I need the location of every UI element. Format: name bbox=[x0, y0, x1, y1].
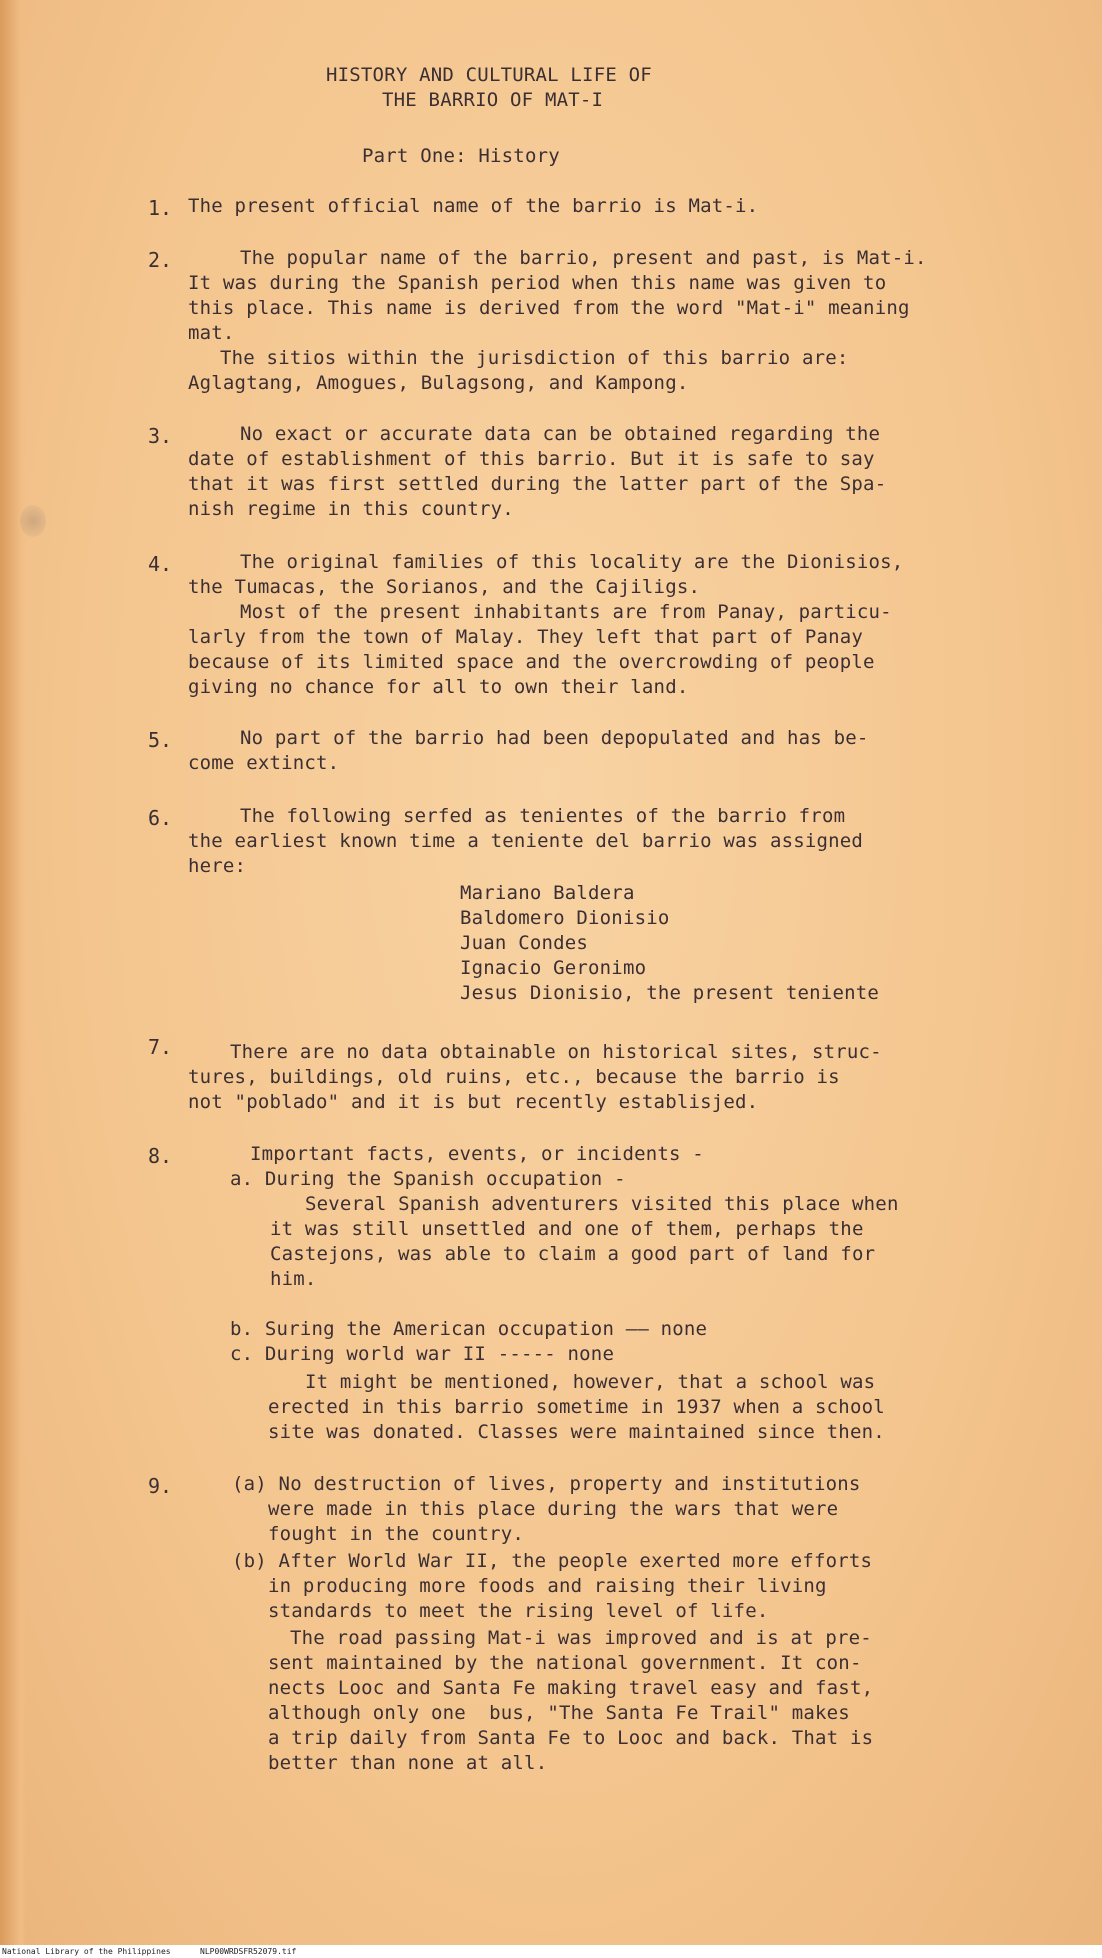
item-6-line-2: the earliest known time a teniente del barrio was assigned bbox=[188, 830, 864, 852]
item-3-line-1: No exact or accurate data can be obtained regarding the bbox=[240, 423, 881, 445]
item-number: 4. bbox=[148, 552, 173, 576]
item-8-line-11: site was donated. Classes were maintained since then. bbox=[268, 1421, 885, 1443]
item-8-line-9: It might be mentioned, however, that a school was bbox=[305, 1371, 876, 1393]
item-5-line-1: No part of the barrio had been depopulated and has be- bbox=[240, 727, 869, 749]
item-2-line-1: The popular name of the barrio, present and past, is Mat-i. bbox=[240, 247, 927, 269]
title-line-2: THE BARRIO OF MAT-I bbox=[382, 89, 604, 111]
item-4-line-1: The original families of this locality are the Dionisios, bbox=[240, 551, 904, 573]
item-3-line-4: nish regime in this country. bbox=[188, 498, 514, 520]
item-9-line-9: nects Looc and Santa Fe making travel easy and fast, bbox=[268, 1677, 874, 1699]
teniente-name: Jesus Dionisio, the present teniente bbox=[460, 982, 880, 1004]
item-2-line-2: It was during the Spanish period when this name was given to bbox=[188, 272, 887, 294]
item-8-line-4: it was still unsettled and one of them, perhaps the bbox=[270, 1218, 864, 1240]
item-4-line-6: giving no chance for all to own their land. bbox=[188, 676, 689, 698]
item-number: 7. bbox=[148, 1035, 173, 1059]
item-number: 8. bbox=[148, 1144, 173, 1168]
item-9-line-3: fought in the country. bbox=[268, 1523, 525, 1545]
item-number: 5. bbox=[148, 728, 173, 752]
item-7-line-2: tures, buildings, old ruins, etc., because the barrio is bbox=[188, 1066, 840, 1088]
item-8-line-3: Several Spanish adventurers visited this place when bbox=[305, 1193, 899, 1215]
item-2-line-4: mat. bbox=[188, 322, 235, 344]
item-number: 3. bbox=[148, 424, 173, 448]
item-6-line-3: here: bbox=[188, 855, 247, 877]
item-2-line-6: Aglagtang, Amogues, Bulagsong, and Kampong. bbox=[188, 372, 689, 394]
item-number: 6. bbox=[148, 806, 173, 830]
item-9-line-1: (a) No destruction of lives, property and institutions bbox=[232, 1473, 861, 1495]
item-9-line-8: sent maintained by the national government. It con- bbox=[268, 1652, 862, 1674]
item-3-line-2: date of establishment of this barrio. But it is safe to say bbox=[188, 448, 875, 470]
teniente-name: Mariano Baldera bbox=[460, 882, 635, 904]
scan-footer bbox=[0, 1945, 1102, 1958]
item-7-line-3: not "poblado" and it is but recently establisjed. bbox=[188, 1091, 759, 1113]
footer-file: NLP00WRDSFR52079.tif bbox=[200, 1947, 297, 1956]
item-9-line-10: although only one bus, "The Santa Fe Trail" makes bbox=[268, 1702, 850, 1724]
item-9-line-6: standards to meet the rising level of life. bbox=[268, 1600, 769, 1622]
item-9-line-12: better than none at all. bbox=[268, 1752, 548, 1774]
item-8-line-2: a. During the Spanish occupation - bbox=[230, 1168, 626, 1190]
item-8-line-7: b. Suring the American occupation —— none bbox=[230, 1318, 708, 1340]
item-8-line-6: him. bbox=[270, 1268, 317, 1290]
teniente-name: Juan Condes bbox=[460, 932, 589, 954]
part-heading: Part One: History bbox=[362, 145, 560, 167]
item-7-line-1: There are no data obtainable on historical sites, struc- bbox=[230, 1041, 882, 1063]
footer-library: National Library of the Philippines bbox=[2, 1947, 171, 1956]
item-9-line-11: a trip daily from Santa Fe to Looc and back. That is bbox=[268, 1727, 874, 1749]
item-9-line-7: The road passing Mat-i was improved and is at pre- bbox=[290, 1627, 872, 1649]
item-8-line-1: Important facts, events, or incidents - bbox=[250, 1143, 704, 1165]
item-8-line-5: Castejons, was able to claim a good part of land for bbox=[270, 1243, 876, 1265]
item-4-line-2: the Tumacas, the Sorianos, and the Cajiligs. bbox=[188, 576, 701, 598]
item-4-line-5: because of its limited space and the overcrowding of people bbox=[188, 651, 875, 673]
teniente-name: Ignacio Geronimo bbox=[460, 957, 647, 979]
title-line-1: HISTORY AND CULTURAL LIFE OF bbox=[326, 64, 652, 86]
item-2-line-5: The sitios within the jurisdiction of this barrio are: bbox=[220, 347, 849, 369]
item-3-line-3: that it was first settled during the latter part of the Spa- bbox=[188, 473, 887, 495]
item-5-line-2: come extinct. bbox=[188, 752, 340, 774]
item-number: 2. bbox=[148, 248, 173, 272]
item-8-line-10: erected in this barrio sometime in 1937 when a school bbox=[268, 1396, 885, 1418]
item-9-line-5: in producing more foods and raising their living bbox=[268, 1575, 827, 1597]
item-6-line-1: The following serfed as tenientes of the barrio from bbox=[240, 805, 846, 827]
item-4-line-3: Most of the present inhabitants are from Panay, particu- bbox=[240, 601, 892, 623]
item-number: 1. bbox=[148, 196, 173, 220]
teniente-name: Baldomero Dionisio bbox=[460, 907, 670, 929]
item-8-line-8: c. During world war II ----- none bbox=[230, 1343, 615, 1365]
item-9-line-4: (b) After World War II, the people exerted more efforts bbox=[232, 1550, 873, 1572]
item-4-line-4: larly from the town of Malay. They left that part of Panay bbox=[188, 626, 864, 648]
item-1-line-1: The present official name of the barrio is Mat-i. bbox=[188, 195, 759, 217]
item-9-line-2: were made in this place during the wars that were bbox=[268, 1498, 839, 1520]
item-number: 9. bbox=[148, 1474, 173, 1498]
item-2-line-3: this place. This name is derived from the word "Mat-i" meaning bbox=[188, 297, 910, 319]
